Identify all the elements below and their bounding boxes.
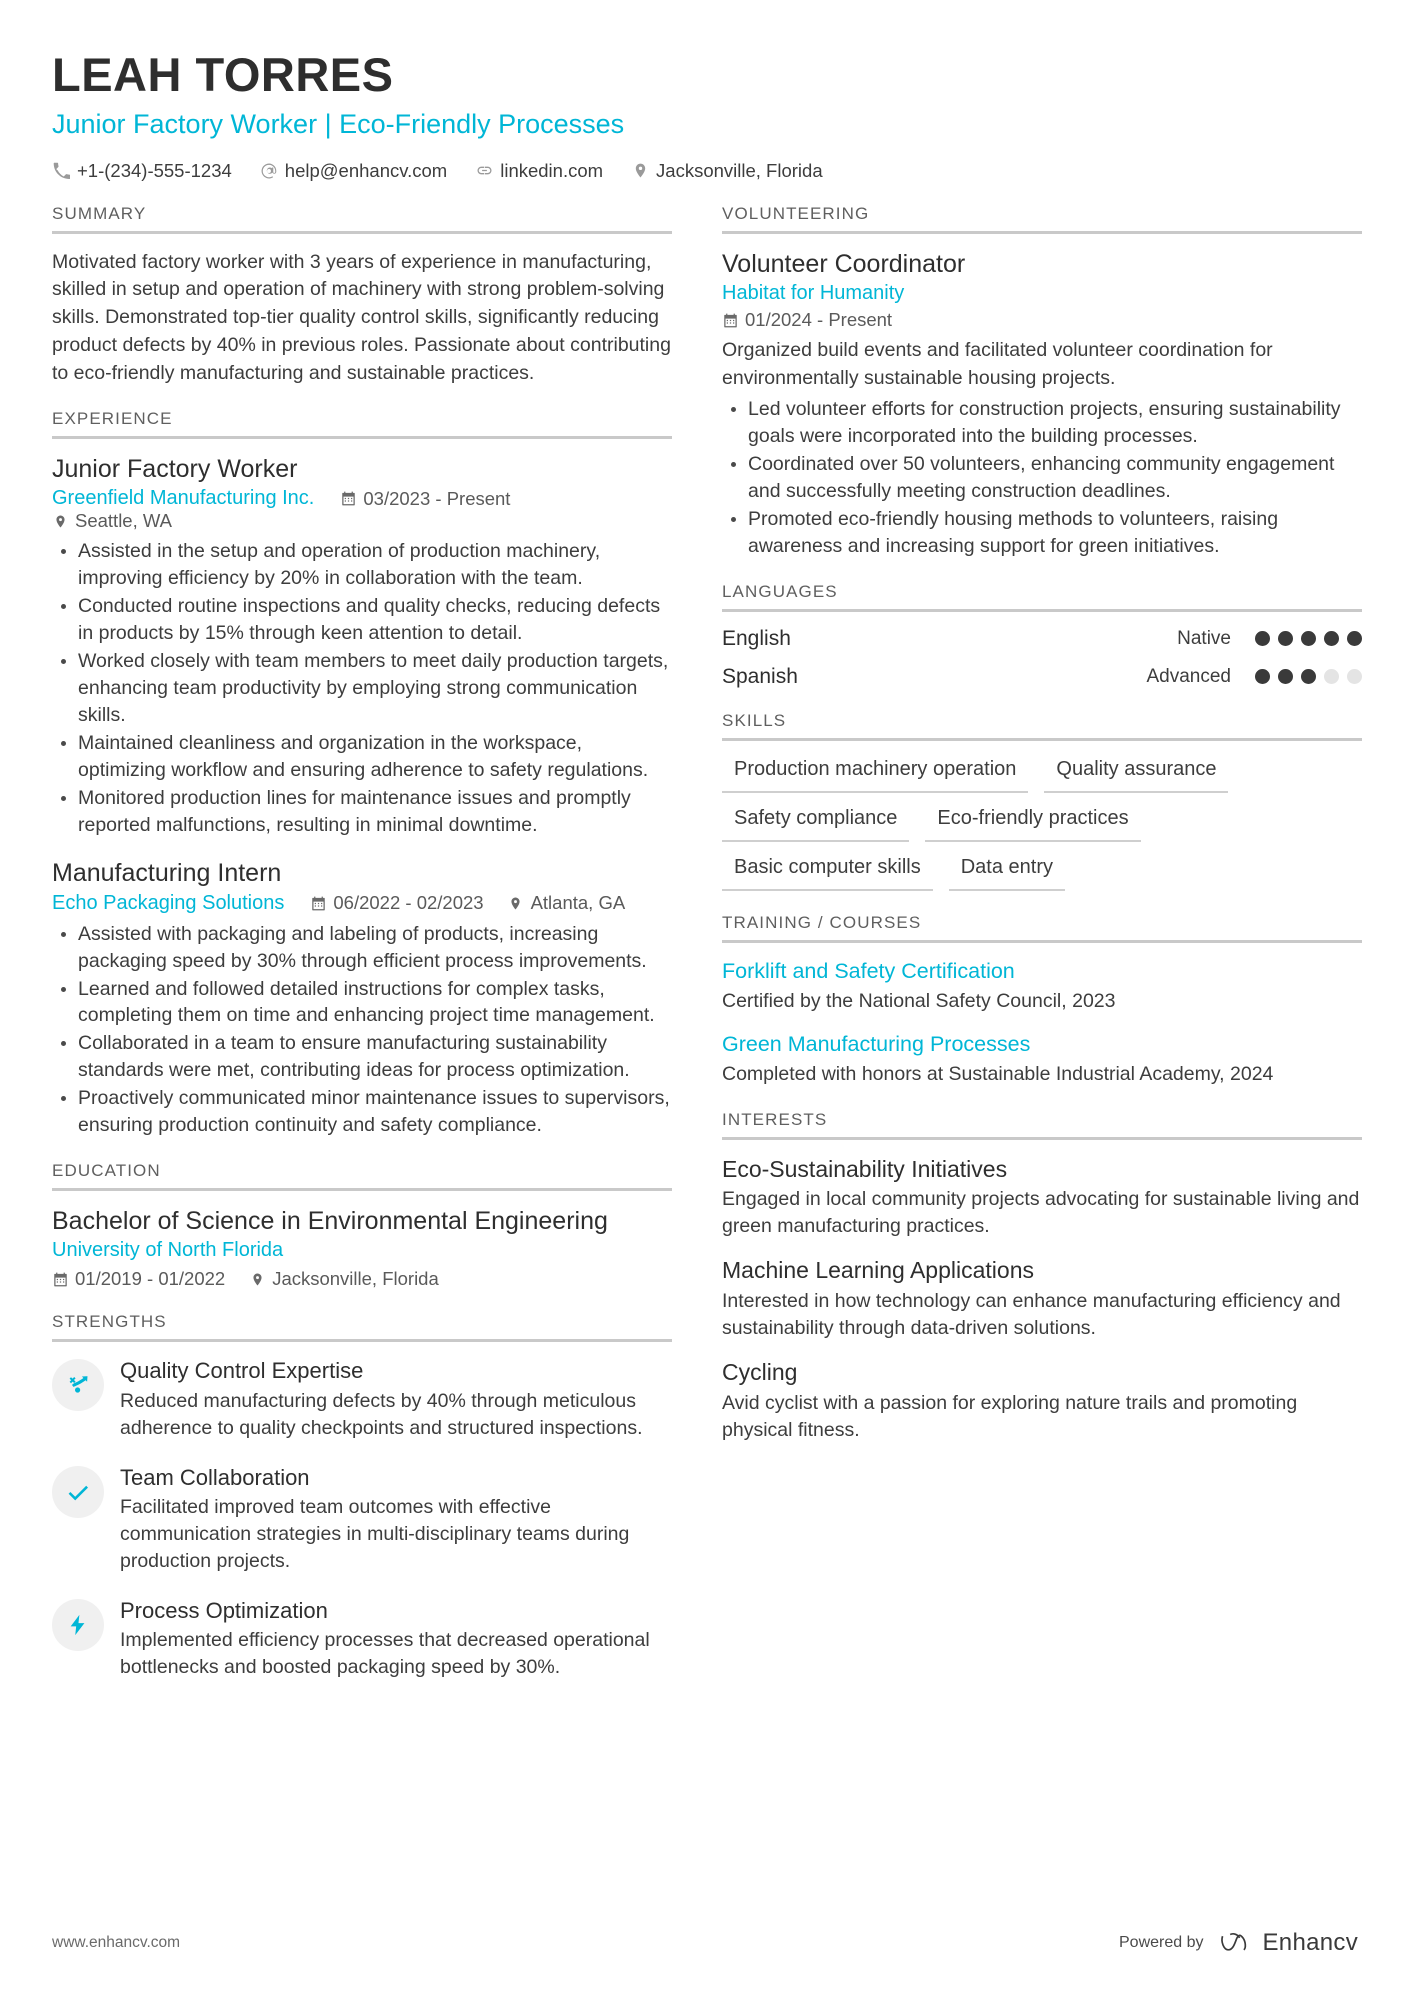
strength-item — [52, 1357, 672, 1441]
language-name: Spanish — [722, 664, 798, 688]
contact-row — [52, 160, 1358, 182]
skill-chip: Safety compliance — [722, 805, 909, 842]
language-dots — [1247, 631, 1362, 646]
strength-description: Implemented efficiency processes that decreased operational bottlenecks and boosted packaging speed by 30%. — [120, 1629, 650, 1679]
resume-header — [52, 48, 1358, 182]
strength-title: Quality Control Expertise — [120, 1358, 364, 1384]
education-date-text: 01/2019 - 01/2022 — [75, 1268, 226, 1290]
volunteering-role: Volunteer Coordinator — [722, 249, 966, 278]
rating-dot — [1278, 631, 1293, 646]
contact-phone-text: +1-(234)-555-1234 — [77, 159, 232, 181]
page-footer — [52, 1929, 1358, 1957]
strength-description: Facilitated improved team outcomes with effective communication strategies in multi-disciplinary teams during production projects. — [120, 1496, 630, 1572]
contact-email[interactable] — [260, 160, 447, 182]
interest-description: Engaged in local community projects advocating for sustainable living and green manufacturing practices. — [722, 1188, 1360, 1238]
rating-dot — [1347, 669, 1362, 684]
location-icon — [631, 162, 649, 180]
experience-bullets — [52, 921, 672, 1139]
language-dots — [1247, 669, 1362, 684]
rating-dot — [1278, 669, 1293, 684]
content-columns — [52, 204, 1358, 1703]
list-item: Promoted eco-friendly housing methods to volunteers, raising awareness and increasing support for green initiatives. — [722, 506, 1362, 560]
list-item: Collaborated in a team to ensure manufacturing sustainability standards were met, contributing ideas for process optimization. — [52, 1030, 672, 1084]
section-heading-strengths: STRENGTHS — [52, 1312, 672, 1342]
skill-chip: Quality assurance — [1044, 756, 1228, 793]
volunteering-date — [722, 309, 892, 331]
training-description: Certified by the National Safety Council, 2023 — [722, 989, 1116, 1012]
volunteering-bullets — [722, 396, 1362, 559]
rating-dot — [1255, 631, 1270, 646]
experience-company[interactable]: Echo Packaging Solutions — [52, 891, 285, 914]
section-interests — [722, 1110, 1362, 1444]
list-item: Proactively communicated minor maintenance issues to supervisors, ensuring production continuity and safety compliance. — [52, 1085, 672, 1139]
education-meta — [52, 1268, 672, 1290]
strength-item — [52, 1597, 672, 1681]
rating-dot — [1324, 669, 1339, 684]
volunteering-date-text: 01/2024 - Present — [745, 309, 893, 331]
contact-link[interactable] — [475, 160, 603, 182]
enhancv-logo — [1220, 1929, 1359, 1957]
contact-link-text: linkedin.com — [500, 159, 604, 181]
language-row — [722, 627, 1362, 651]
list-item: Assisted in the setup and operation of production machinery, improving efficiency by 20% in collaboration with the team. — [52, 538, 672, 592]
section-training — [722, 913, 1362, 1088]
skills-list — [722, 756, 1362, 891]
strength-title: Team Collaboration — [120, 1464, 310, 1490]
education-school[interactable]: University of North Florida — [52, 1239, 284, 1262]
experience-entry — [52, 454, 672, 838]
language-row — [722, 665, 1362, 689]
location-icon — [52, 513, 68, 529]
footer-website[interactable]: www.enhancv.com — [52, 1934, 181, 1951]
experience-job-title: Junior Factory Worker — [52, 455, 298, 484]
section-heading-summary: SUMMARY — [52, 204, 672, 234]
strength-title: Process Optimization — [120, 1597, 328, 1623]
enhancv-wordmark: Enhancv — [1262, 1929, 1358, 1956]
strength-item — [52, 1464, 672, 1575]
experience-bullets — [52, 538, 672, 838]
training-title[interactable]: Forklift and Safety Certification — [722, 958, 1015, 983]
location-icon — [249, 1271, 265, 1287]
experience-meta — [52, 892, 672, 915]
volunteering-org[interactable]: Habitat for Humanity — [722, 282, 905, 305]
section-skills — [722, 711, 1362, 891]
section-heading-interests: INTERESTS — [722, 1110, 1362, 1140]
section-heading-education: EDUCATION — [52, 1161, 672, 1191]
experience-date-text: 03/2023 - Present — [363, 487, 511, 509]
footer-branding — [1119, 1929, 1358, 1957]
education-entry — [52, 1206, 672, 1290]
experience-job-title: Manufacturing Intern — [52, 859, 282, 888]
section-heading-volunteering: VOLUNTEERING — [722, 204, 1362, 234]
language-level: Advanced — [1146, 665, 1231, 687]
list-item: Maintained cleanliness and organization in the workspace, optimizing workflow and ensuring adherence to safety regulations. — [52, 730, 672, 784]
experience-location — [508, 892, 626, 914]
interest-item — [722, 1256, 1362, 1342]
location-icon — [508, 895, 524, 911]
list-item: Worked closely with team members to meet daily production targets, enhancing team productivity by employing strong communication skills. — [52, 648, 672, 729]
experience-location-text: Atlanta, GA — [530, 892, 626, 914]
lightning-bolt-icon — [52, 1599, 104, 1651]
section-strengths — [52, 1312, 672, 1681]
skill-chip: Production machinery operation — [722, 756, 1028, 793]
language-rating — [1146, 666, 1362, 688]
volunteering-entry — [722, 249, 1362, 560]
training-description: Completed with honors at Sustainable Industrial Academy, 2024 — [722, 1062, 1274, 1085]
rating-dot — [1255, 669, 1270, 684]
calendar-icon — [310, 895, 326, 911]
strategy-arrow-icon — [52, 1359, 104, 1411]
experience-company[interactable]: Greenfield Manufacturing Inc. — [52, 487, 315, 510]
experience-date — [310, 892, 483, 914]
language-rating — [1177, 628, 1362, 650]
footer-powered-by-label: Powered by — [1119, 1934, 1204, 1951]
section-heading-experience: EXPERIENCE — [52, 409, 672, 439]
skill-chip: Basic computer skills — [722, 854, 933, 891]
right-column — [722, 204, 1362, 1466]
interest-description: Interested in how technology can enhance manufacturing efficiency and sustainability through data-driven solutions. — [722, 1290, 1341, 1340]
list-item: Assisted with packaging and labeling of products, increasing packaging speed by 30% through efficient process improvements. — [52, 921, 672, 975]
section-summary — [52, 204, 672, 387]
training-title[interactable]: Green Manufacturing Processes — [722, 1031, 1031, 1056]
calendar-icon — [52, 1271, 68, 1287]
experience-meta — [52, 487, 672, 532]
section-education — [52, 1161, 672, 1290]
interest-title: Machine Learning Applications — [722, 1257, 1034, 1284]
left-column — [52, 204, 672, 1703]
section-heading-languages: LANGUAGES — [722, 582, 1362, 612]
list-item: Led volunteer efforts for construction projects, ensuring sustainability goals were incorporated into the building processes. — [722, 396, 1362, 450]
volunteering-meta — [722, 309, 1362, 331]
strength-description: Reduced manufacturing defects by 40% through meticulous adherence to quality checkpoints and structured inspections. — [120, 1389, 643, 1439]
education-degree: Bachelor of Science in Environmental Engineering — [52, 1206, 608, 1235]
experience-location — [52, 510, 172, 532]
language-level: Native — [1177, 627, 1231, 649]
training-item — [722, 958, 1362, 1015]
interest-title: Eco-Sustainability Initiatives — [722, 1155, 1008, 1182]
education-location — [249, 1268, 439, 1290]
experience-entry — [52, 858, 672, 1139]
contact-location[interactable] — [631, 160, 823, 182]
contact-phone[interactable] — [52, 160, 232, 182]
list-item: Conducted routine inspections and quality checks, reducing defects in products by 15% through keen attention to detail. — [52, 593, 672, 647]
interest-title: Cycling — [722, 1358, 798, 1385]
headline: Junior Factory Worker | Eco-Friendly Processes — [52, 109, 625, 140]
rating-dot — [1347, 631, 1362, 646]
rating-dot — [1301, 669, 1316, 684]
volunteering-description: Organized build events and facilitated volunteer coordination for environmentally sustainable housing projects. — [722, 339, 1273, 389]
list-item: Coordinated over 50 volunteers, enhancing community engagement and successfully meeting construction deadlines. — [722, 451, 1362, 505]
check-icon — [52, 1466, 104, 1518]
experience-location-text: Seattle, WA — [75, 510, 172, 532]
section-experience — [52, 409, 672, 1139]
skill-chip: Eco-friendly practices — [925, 805, 1140, 842]
education-location-text: Jacksonville, Florida — [272, 1268, 439, 1290]
section-volunteering — [722, 204, 1362, 560]
contact-location-text: Jacksonville, Florida — [656, 159, 823, 181]
interest-item — [722, 1358, 1362, 1444]
contact-email-text: help@enhancv.com — [284, 159, 448, 181]
education-date — [52, 1268, 225, 1290]
experience-date-text: 06/2022 - 02/2023 — [333, 892, 484, 914]
link-icon — [475, 162, 493, 180]
rating-dot — [1324, 631, 1339, 646]
interest-description: Avid cyclist with a passion for exploring nature trails and promoting physical fitness. — [722, 1391, 1298, 1441]
interest-item — [722, 1155, 1362, 1241]
section-heading-training: TRAINING / COURSES — [722, 913, 1362, 943]
section-heading-skills: SKILLS — [722, 711, 1362, 741]
list-item: Monitored production lines for maintenance issues and promptly reported malfunctions, resulting in minimal downtime. — [52, 785, 672, 839]
summary-text: Motivated factory worker with 3 years of experience in manufacturing, skilled in setup and operation of machinery with strong problem-solving skills. Demonstrated top-tier quality control skills, significantly reducing product defects by 40% in previous roles. Passionate about contributing to eco-friendly manufacturing and sustainable practices. — [52, 250, 671, 384]
page-title: LEAH TORRES — [52, 48, 394, 101]
email-icon — [260, 162, 278, 180]
language-name: English — [722, 626, 791, 650]
calendar-icon — [340, 491, 356, 507]
calendar-icon — [722, 312, 738, 328]
rating-dot — [1301, 631, 1316, 646]
list-item: Learned and followed detailed instructions for complex tasks, completing them on time and enhancing project time management. — [52, 976, 672, 1030]
section-languages — [722, 582, 1362, 689]
experience-date — [340, 488, 510, 510]
training-item — [722, 1031, 1362, 1088]
phone-icon — [52, 162, 70, 180]
skill-chip: Data entry — [949, 854, 1065, 891]
